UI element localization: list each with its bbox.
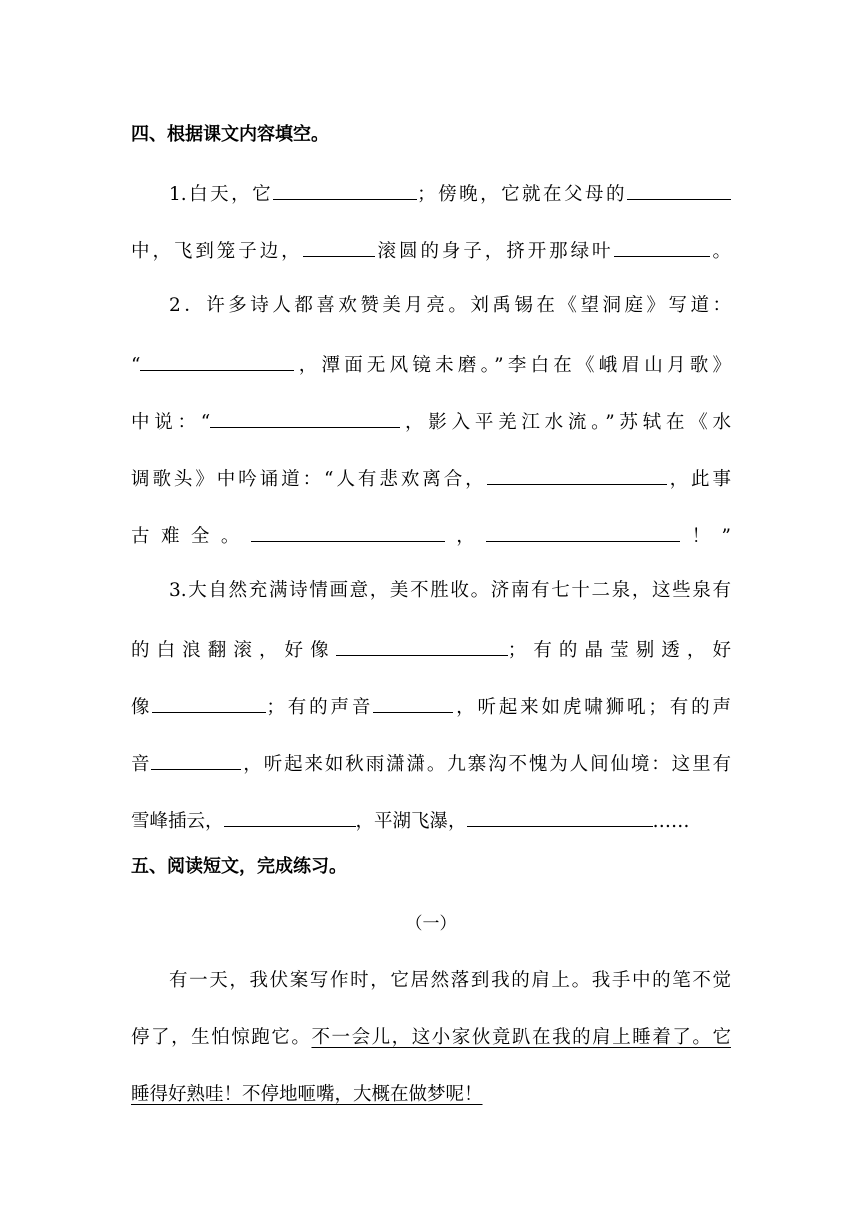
q1-blank-2[interactable]	[627, 175, 731, 200]
q2-blank-5[interactable]	[486, 517, 680, 542]
q3-line-3	[131, 688, 731, 722]
q3-text: ……	[652, 811, 690, 832]
q2-text: ，潭面无风镜未磨。”李白在《峨眉山月歌》	[294, 355, 731, 376]
q2-line-4	[131, 460, 731, 494]
q1-text: ；傍晚，它就在父母的	[417, 184, 627, 205]
q1-blank-4[interactable]	[614, 232, 710, 257]
q1-blank-3[interactable]	[303, 232, 375, 257]
section-4-heading: 四、根据课文内容填空。	[131, 124, 329, 145]
q1-text: 。	[709, 241, 731, 262]
q3-text: ，平湖飞瀑，	[355, 811, 467, 832]
q3-line-5	[131, 802, 731, 836]
q3-text: 的白浪翻滚，好像	[131, 640, 336, 661]
q2-text: ！”	[680, 526, 731, 547]
q2-text: 中说：“	[131, 412, 211, 433]
passage-text: 停了，生怕惊跑它。	[131, 1027, 312, 1048]
q3-text: ；有的晶莹剔透，好	[507, 640, 731, 661]
underlined-sentence: 不一会儿，这小家伙竟趴在我的肩上睡着了。它	[311, 1027, 731, 1048]
q2-line-2	[131, 346, 731, 380]
q2-blank-2[interactable]	[210, 403, 400, 428]
q2-text: ，此事	[666, 469, 731, 490]
section-5-heading: 五、阅读短文，完成练习。	[131, 856, 347, 877]
q3-text: ，听起来如虎啸狮吼；有的声	[453, 697, 731, 718]
q1-line-2	[131, 232, 731, 266]
q3-text: 音	[131, 754, 152, 775]
q1-text: 滚圆的身子，挤开那绿叶	[374, 241, 614, 262]
passage-line-2	[131, 1021, 731, 1055]
q2-line-1: 2．许多诗人都喜欢赞美月亮。刘禹锡在《望洞庭》写道：	[169, 295, 731, 316]
q3-blank-3[interactable]	[373, 688, 453, 713]
q2-blank-4[interactable]	[251, 517, 445, 542]
q1-text: 中，飞到笼子边，	[131, 241, 303, 262]
q3-text: ，听起来如秋雨潇潇。九寨沟不愧为人间仙境：这里有	[241, 754, 731, 775]
q3-blank-6[interactable]	[467, 802, 653, 827]
q2-text: “	[131, 355, 141, 376]
underlined-sentence: 睡得好熟哇！不停地咂嘴，大概在做梦呢！	[131, 1084, 483, 1105]
q3-text: ；有的声音	[266, 697, 374, 718]
q3-text: 雪峰插云，	[131, 811, 224, 832]
q3-blank-2[interactable]	[152, 688, 266, 713]
q2-text: 调歌头》中吟诵道：“人有悲欢离合，	[131, 469, 487, 490]
q2-text: 古难全。	[131, 526, 251, 547]
q3-blank-4[interactable]	[151, 745, 241, 770]
q2-text: ，	[444, 526, 487, 547]
q2-blank-3[interactable]	[487, 460, 667, 485]
q3-blank-5[interactable]	[224, 802, 356, 827]
passage-line-1: 有一天，我伏案写作时，它居然落到我的肩上。我手中的笔不觉	[169, 970, 731, 991]
passage-line-3	[131, 1078, 731, 1112]
passage-number: （一）	[405, 914, 457, 934]
q3-line-4	[131, 745, 731, 779]
q1-text: 1.白天，它	[169, 184, 274, 205]
q2-line-3	[131, 403, 731, 437]
q3-line-2	[131, 631, 731, 665]
q2-blank-1[interactable]	[140, 346, 294, 371]
q3-text: 像	[131, 697, 153, 718]
q2-line-5	[131, 517, 731, 551]
q3-blank-1[interactable]	[336, 631, 508, 656]
q2-text: ，影入平羌江水流。”苏轼在《水	[400, 412, 731, 433]
q1-line-1	[169, 175, 731, 209]
q1-blank-1[interactable]	[273, 175, 417, 200]
q3-line-1: 3.大自然充满诗情画意，美不胜收。济南有七十二泉，这些泉有	[169, 580, 731, 601]
